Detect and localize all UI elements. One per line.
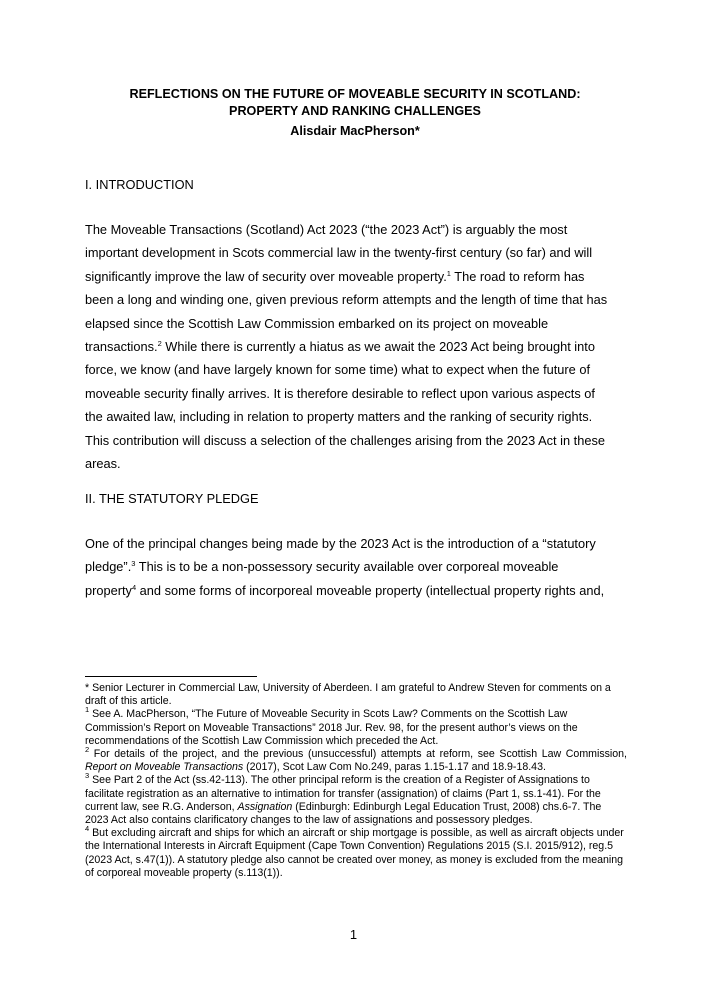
footnote-separator [85,676,257,677]
text-line [85,265,625,288]
text-line: moveable security finally arrives. It is therefore desirable to reflect upon various aspects of [85,385,595,401]
introduction-paragraph [85,218,625,475]
text-span: property [85,582,132,598]
footnote-ref-1[interactable]: 1 [446,268,451,278]
footnote-text: For details of the project, and the previous (unsuccessful) attempts at reform, see Scottish Law Commission, [89,748,627,761]
article-title [60,86,650,120]
text-span: The road to reform has [450,268,585,284]
text-line [85,335,625,358]
text-line: been a long and winding one, given previous reform attempts and the length of time that has [85,292,608,308]
text-span: pledge”. [85,559,132,575]
section-heading-introduction: I. INTRODUCTION [85,177,194,192]
section-heading-statutory-pledge: II. THE STATUTORY PLEDGE [85,491,259,506]
statutory-pledge-paragraph [85,532,625,602]
text-line: the awaited law, including in relation to property matters and the ranking of security rights. [85,409,593,425]
text-span: While there is currently a hiatus as we await the 2023 Act being brought into [161,339,595,355]
text-line: One of the principal changes being made by the 2023 Act is the introduction of a “statutory [85,536,596,551]
text-line: The Moveable Transactions (Scotland) Act 2023 (“the 2023 Act”) is arguably the most [85,222,568,237]
text-line: force, we know (and have largely known for some time) what to expect when the future of [85,362,591,378]
text-line: This contribution will discuss a selection of the challenges arising from the 2023 Act in these [85,432,605,448]
text-line: elapsed since the Scottish Law Commission embarked on its project on moveable [85,315,549,331]
footnote-ref-3[interactable]: 3 [131,559,136,569]
text-line [85,579,625,602]
text-line [85,555,625,578]
footnote-text: (Edinburgh: Edinburgh Legal Education Trust, 2008) chs.6-7. The 2023 Act also contains clarificatory changes to the law of assignations and possessory pledges. [85,800,602,827]
footnotes [85,682,627,880]
text-line: areas. [85,456,121,472]
text-span: and some forms of incorporeal moveable property (intellectual property rights and, [136,582,605,598]
footnote-1 [85,705,627,748]
footnote-text: (2017), Scot Law Com No.249, paras 1.15-1.17 and 18.9-18.43. [243,761,546,774]
footnote-text: But excluding aircraft and ships for which an aircraft or ship mortgage is possible, as well as aircraft objects under the International Interests in Aircraft Equipment (Cape Town Convention) Regulations 2015 (S.I. 2015/912), reg.5 (2023 Act, s.47(1)). A statutory pledge also cannot be created over money, as money is excluded from the meaning of corporeal moveable property (s.113(1)). [85,827,624,879]
footnote-4 [85,824,627,880]
text-span: significantly improve the law of security over moveable property. [85,268,447,284]
footnote-text: See Part 2 of the Act (ss.42-113). The other principal reform is the creation of a Register of Assignations to facilitate registration as an alternative to intimation for transfer (assignation) of claims (Part 1, ss.1-41). For the current law, see R.G. Anderson, [85,774,601,813]
footnote-author: * Senior Lecturer in Commercial Law, University of Aberdeen. I am grateful to Andrew Steven for comments on a draft of this article. [85,682,611,708]
footnote-ref-4[interactable]: 4 [131,582,137,592]
footnote-text: See A. MacPherson, “The Future of Moveable Security in Scots Law? Comments on the Scottish Law Commission’s Report on Moveable Transactions” 2018 Jur. Rev. 98, for the present author’s views on the recommendations of the Scottish Law Commission which preceded the Act. [85,708,578,747]
footnote-number: 2 [85,745,90,755]
footnote-3 [85,771,627,827]
text-line: important development in Scots commercial law in the twenty-first century (so far) and will [85,245,593,261]
text-span: This is to be a non-possessory security available over corporeal moveable [135,559,559,575]
title-line-1: REFLECTIONS ON THE FUTURE OF MOVEABLE SECURITY IN SCOTLAND: [129,87,581,101]
author-name: Alisdair MacPherson* [290,124,420,138]
text-span: transactions. [85,339,158,355]
footnote-number: 1 [85,705,90,715]
footnote-number: 3 [85,771,90,781]
footnote-ref-2[interactable]: 2 [157,339,162,349]
page-number: 1 [349,927,358,942]
footnote-2 [85,745,627,774]
book-title-italic: Assignation [237,800,293,813]
title-line-2: PROPERTY AND RANKING CHALLENGES [229,104,481,118]
report-title-italic: Report on Moveable Transactions [85,761,244,774]
footnote-number: 4 [85,824,90,834]
